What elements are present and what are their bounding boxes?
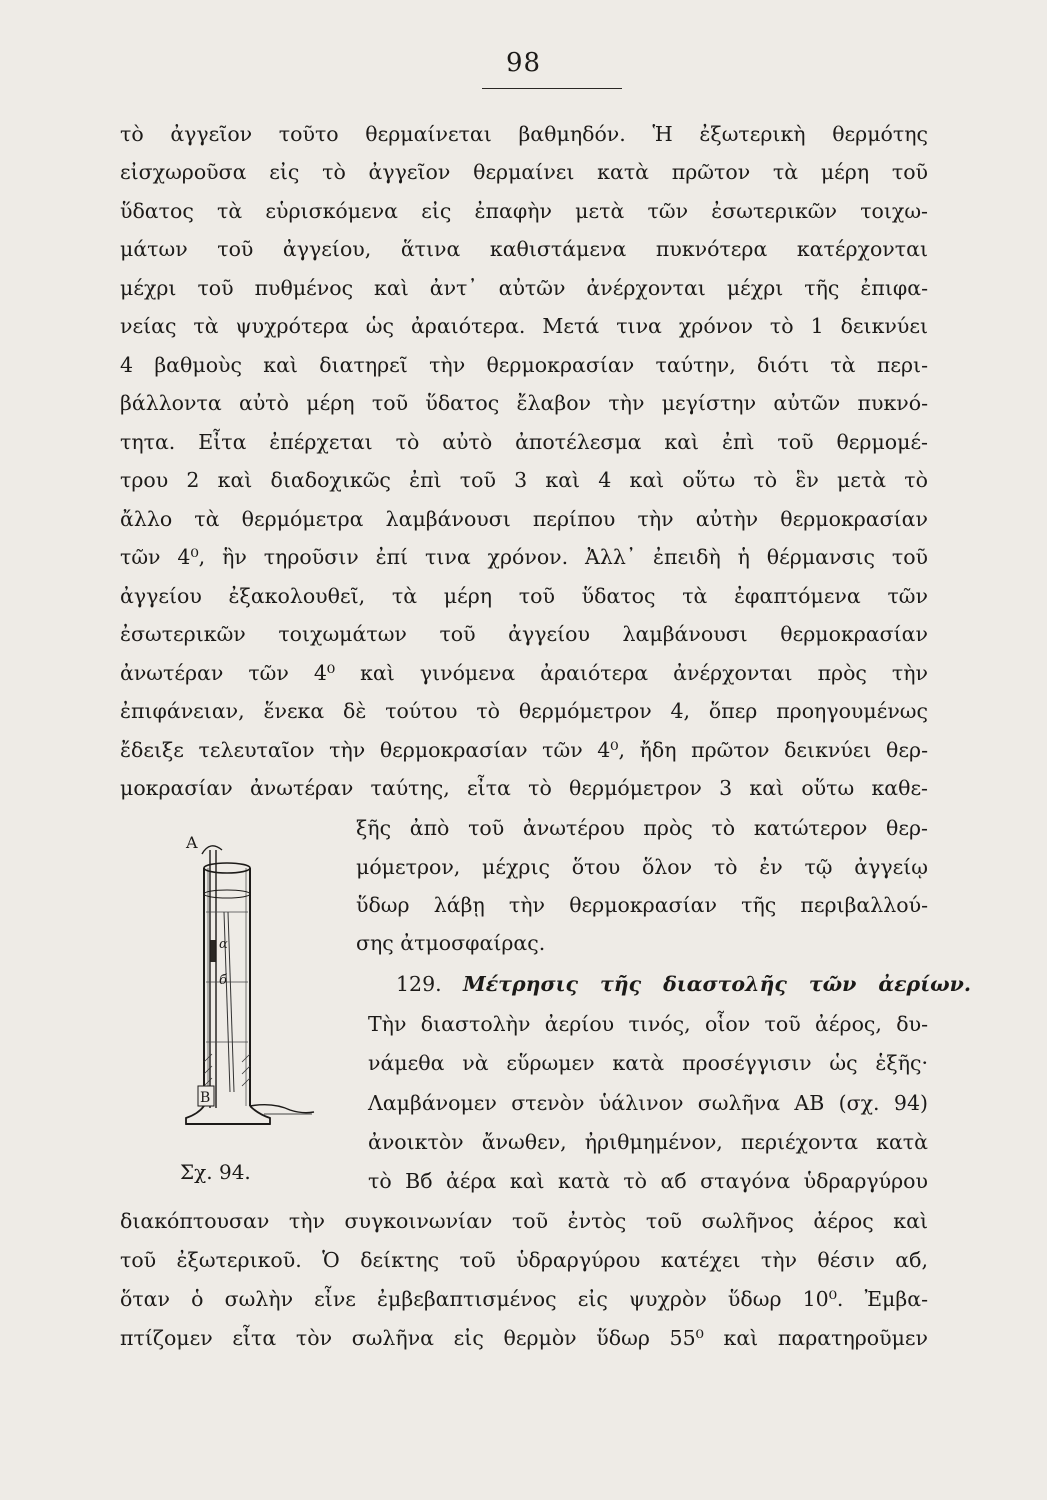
text-line: τὸ ἀγγεῖον τοῦτο θερμαίνεται βαθμηδόν. Ἡ ἐξωτερικὴ θερμότης bbox=[120, 122, 928, 146]
section-title: Μέτρησις τῆς διαστολῆς τῶν ἀερίων. bbox=[463, 972, 971, 996]
text-line: μάτων τοῦ ἀγγείου, ἅτινα καθιστάμενα πυκνότερα κατέρχονται bbox=[120, 237, 928, 261]
text-line: ὕδατος τὰ εὑρισκόμενα εἰς ἐπαφὴν μετὰ τῶν ἐσωτερικῶν τοιχω- bbox=[120, 199, 928, 223]
text-line: νείας τὰ ψυχρότερα ὡς ἀραιότερα. Μετά τινα χρόνον τὸ 1 δεικνύει bbox=[120, 314, 928, 338]
text-line: τῶν 4⁰, ἣν τηροῦσιν ἐπί τινα χρόνον. Ἀλλ᾽ ἐπειδὴ ἡ θέρμανσις τοῦ bbox=[120, 545, 928, 569]
page-number: 98 bbox=[505, 48, 542, 78]
text-line: ἀγγείου ἐξακολουθεῖ, τὰ μέρη τοῦ ὕδατος τὰ ἐφαπτόμενα τῶν bbox=[120, 584, 928, 608]
text-line: εἰσχωροῦσα εἰς τὸ ἀγγεῖον θερμαίνει κατὰ πρῶτον τὰ μέρη τοῦ bbox=[120, 160, 928, 184]
figure-label-a-top: Α bbox=[186, 833, 198, 852]
figure-94-tube bbox=[178, 822, 328, 1142]
text-line: σης ἀτμοσφαίρας. bbox=[356, 931, 546, 955]
text-line: νάμεθα νὰ εὕρωμεν κατὰ προσέγγισιν ὡς ἑξῆς· bbox=[368, 1051, 928, 1075]
page-number-rule bbox=[482, 88, 622, 89]
figure-caption: Σχ. 94. bbox=[180, 1160, 251, 1184]
figure-label-beta: б bbox=[219, 973, 227, 988]
text-line: μέχρι τοῦ πυθμένος καὶ ἀντ᾽ αὐτῶν ἀνέρχονται μέχρι τῆς ἐπιφα- bbox=[120, 276, 928, 300]
text-line: Τὴν διαστολὴν ἀερίου τινός, οἷον τοῦ ἀέρος, δυ- bbox=[368, 1012, 928, 1036]
text-line: μόμετρον, μέχρις ὅτου ὅλον τὸ ἐν τῷ ἀγγείῳ bbox=[356, 855, 928, 879]
section-heading bbox=[396, 966, 971, 1002]
text-line: ὕδωρ λάβῃ τὴν θερμοκρασίαν τῆς περιβαλλού- bbox=[356, 893, 928, 917]
text-line: τρου 2 καὶ διαδοχικῶς ἐπὶ τοῦ 3 καὶ 4 καὶ οὕτω τὸ ἓν μετὰ τὸ bbox=[120, 468, 928, 492]
section-number: 129. bbox=[396, 972, 442, 996]
text-line: 4 βαθμοὺς καὶ διατηρεῖ τὴν θερμοκρασίαν ταύτην, διότι τὰ περι- bbox=[120, 353, 928, 377]
text-line: ἐπιφάνειαν, ἕνεκα δὲ τούτου τὸ θερμόμετρον 4, ὅπερ προηγουμένως bbox=[120, 699, 928, 723]
text-line: ξῆς ἀπὸ τοῦ ἀνωτέρου πρὸς τὸ κατώτερον θερ- bbox=[356, 816, 928, 840]
text-line: τὸ Bб ἀέρα καὶ κατὰ τὸ αб σταγόνα ὑδραργύρου bbox=[368, 1169, 928, 1193]
text-line: ἐσωτερικῶν τοιχωμάτων τοῦ ἀγγείου λαμβάνουσι θερμοκρασίαν bbox=[120, 622, 928, 646]
figure-label-b-bottom: Β bbox=[200, 1090, 211, 1106]
text-line: μοκρασίαν ἀνωτέραν ταύτης, εἶτα τὸ θερμόμετρον 3 καὶ οὕτω καθε- bbox=[120, 776, 928, 800]
text-line: πτίζομεν εἶτα τὸν σωλῆνα εἰς θερμὸν ὕδωρ 55⁰ καὶ παρατηροῦμεν bbox=[120, 1326, 928, 1350]
text-line: βάλλοντα αὐτὸ μέρη τοῦ ὕδατος ἔλαβον τὴν μεγίστην αὐτῶν πυκνό- bbox=[120, 391, 928, 415]
text-line: Λαμβάνομεν στενὸν ὑάλινον σωλῆνα ΑΒ (σχ. 94) bbox=[368, 1091, 928, 1115]
text-line: τητα. Εἶτα ἐπέρχεται τὸ αὐτὸ ἀποτέλεσμα καὶ ἐπὶ τοῦ θερμομέ- bbox=[120, 430, 928, 454]
text-line: ἄλλο τὰ θερμόμετρα λαμβάνουσι περίπου τὴν αὐτὴν θερμοκρασίαν bbox=[120, 507, 928, 531]
text-line: ἔδειξε τελευταῖον τὴν θερμοκρασίαν τῶν 4⁰, ἤδη πρῶτον δεικνύει θερ- bbox=[120, 738, 928, 762]
text-line: ἀνωτέραν τῶν 4⁰ καὶ γινόμενα ἀραιότερα ἀνέρχονται πρὸς τὴν bbox=[120, 661, 928, 685]
text-line: ἀνοικτὸν ἄνωθεν, ἠριθμημένον, περιέχοντα κατὰ bbox=[368, 1130, 928, 1154]
text-line: ὅταν ὁ σωλὴν εἶνε ἐμβεβαπτισμένος εἰς ψυχρὸν ὕδωρ 10⁰. Ἐμβα- bbox=[120, 1287, 928, 1311]
text-line: διακόπτουσαν τὴν συγκοινωνίαν τοῦ ἐντὸς τοῦ σωλῆνος ἀέρος καὶ bbox=[120, 1209, 928, 1233]
figure-label-alpha: α bbox=[219, 937, 228, 952]
text-line: τοῦ ἐξωτερικοῦ. Ὁ δείκτης τοῦ ὑδραργύρου κατέχει τὴν θέσιν αб, bbox=[120, 1248, 928, 1272]
